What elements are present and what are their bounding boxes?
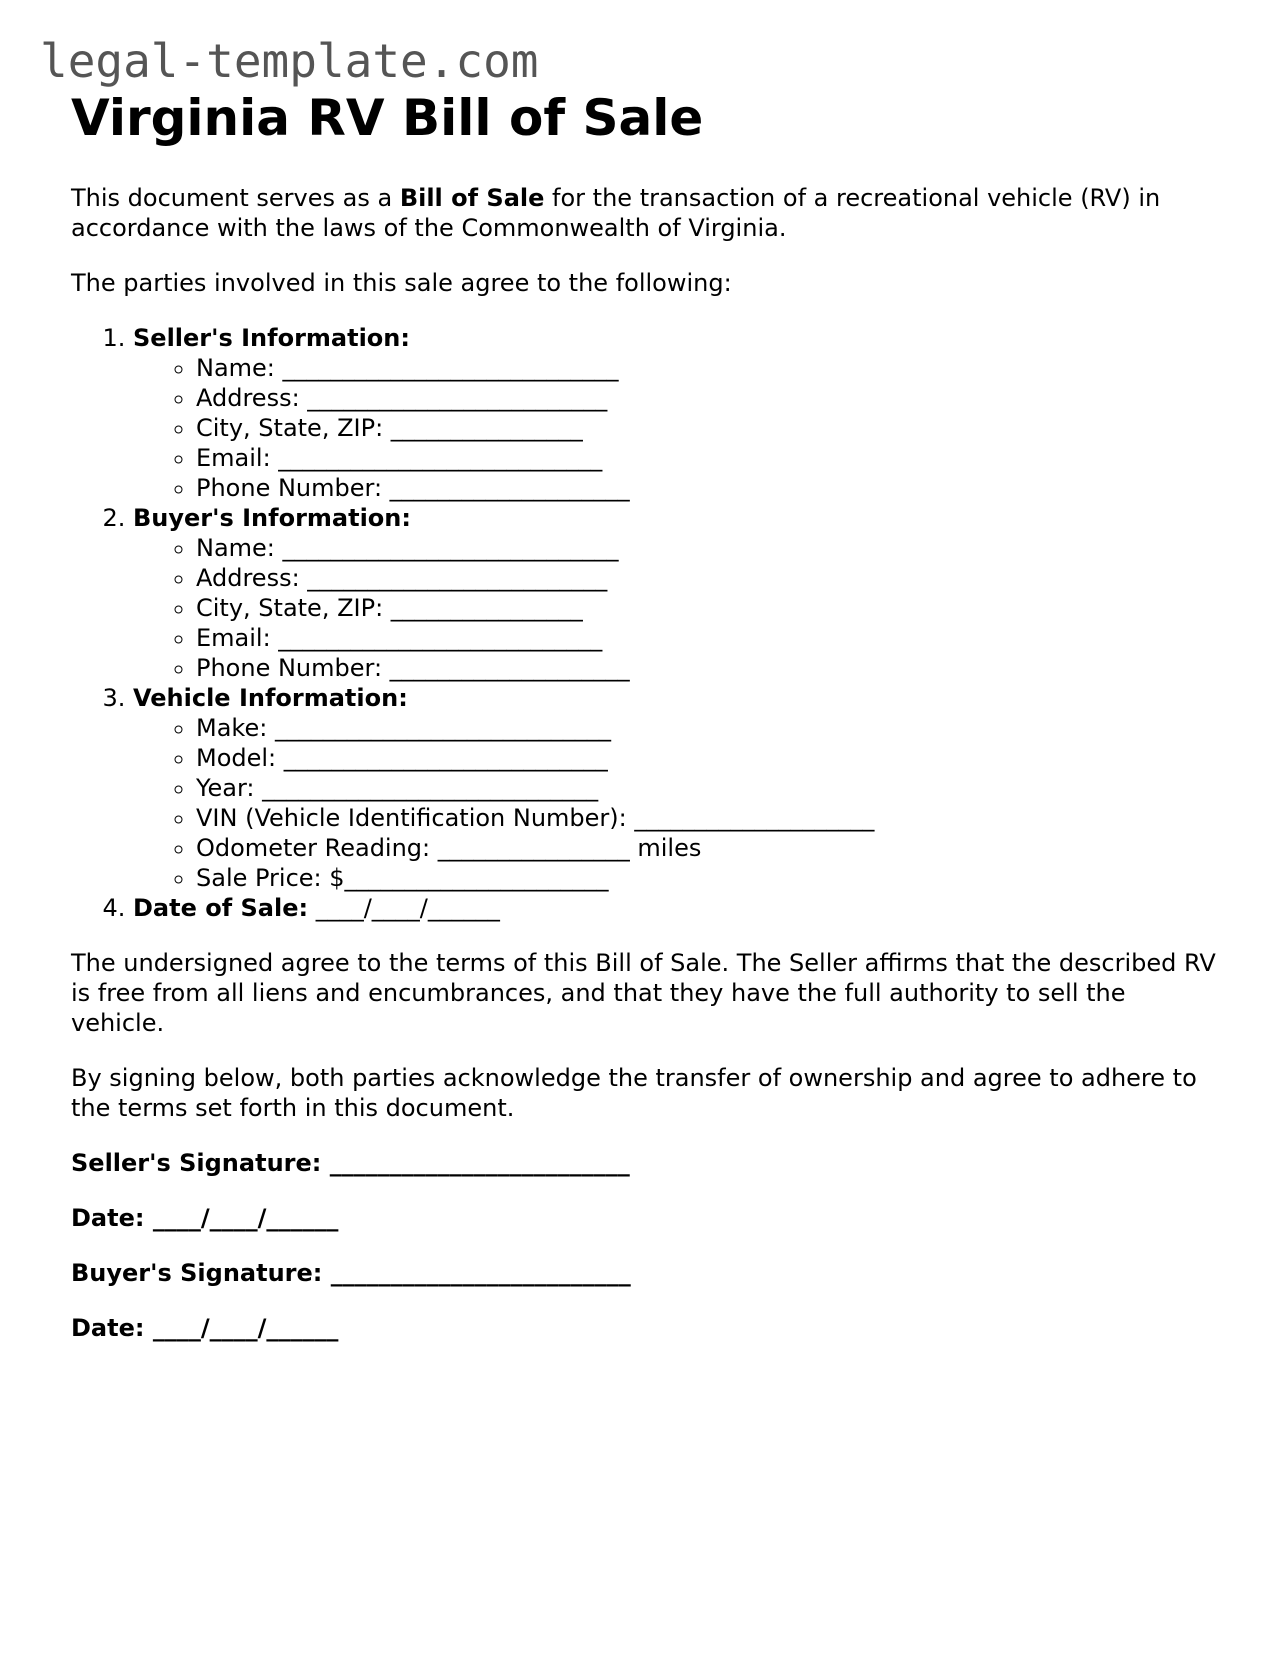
seller-phone-field: ◦ Phone Number: ____________________	[196, 473, 1221, 503]
buyer-email-field: ◦ Email: ___________________________	[196, 623, 1221, 653]
intro-text-before: This document serves as a	[71, 184, 400, 212]
document-page	[71, 88, 1221, 1343]
buyer-address-field: ◦ Address: _________________________	[196, 563, 1221, 593]
buyer-phone-field: ◦ Phone Number: ____________________	[196, 653, 1221, 683]
section-vehicle	[133, 683, 1221, 893]
intro-text-bold: Bill of Sale	[399, 184, 545, 212]
seller-signature-line: Seller's Signature: _________________________	[71, 1149, 630, 1177]
sections-list	[71, 323, 1221, 923]
buyer-name-field: ◦ Name: ____________________________	[196, 533, 1221, 563]
date-of-sale-field: ____/____/______	[308, 894, 500, 922]
vehicle-model-field: ◦ Model: ___________________________	[196, 743, 1221, 773]
vehicle-fields	[133, 713, 1221, 893]
section-date-of-sale	[133, 893, 1221, 923]
section-vehicle-title: Vehicle Information:	[133, 684, 408, 712]
seller-name-field: ◦ Name: ____________________________	[196, 353, 1221, 383]
intro-text-after: for the transaction of a recreational vehicle (RV) in accordance with the laws of the Commonwealth of Virginia.	[71, 184, 1161, 242]
section-buyer-title: Buyer's Information:	[133, 504, 411, 532]
seller-email-field: ◦ Email: ___________________________	[196, 443, 1221, 473]
seller-address-field: ◦ Address: _________________________	[196, 383, 1221, 413]
vehicle-odometer-field: ◦ Odometer Reading: ________________ miles	[196, 833, 1221, 863]
buyer-signature-line: Buyer's Signature: _________________________	[71, 1259, 631, 1287]
buyer-city-state-zip-field: ◦ City, State, ZIP: ________________	[196, 593, 1221, 623]
section-date-title: Date of Sale:	[133, 894, 309, 922]
buyer-fields	[133, 533, 1221, 683]
vehicle-sale-price-field: ◦ Sale Price: $______________________	[196, 863, 1221, 893]
buyer-date-line: Date: ____/____/______	[71, 1314, 339, 1342]
vehicle-vin-field: ◦ VIN (Vehicle Identification Number): ____________________	[196, 803, 1221, 833]
vehicle-make-field: ◦ Make: ____________________________	[196, 713, 1221, 743]
parties-paragraph: The parties involved in this sale agree to the following:	[71, 269, 732, 297]
acknowledgement-paragraph: By signing below, both parties acknowledge the transfer of ownership and agree to adhere to the terms set forth in this document.	[71, 1064, 1197, 1122]
section-buyer	[133, 503, 1221, 683]
watermark: legal-template.com	[40, 34, 539, 88]
intro-paragraph	[71, 183, 1221, 243]
page-title: Virginia RV Bill of Sale	[71, 89, 704, 147]
section-seller-title: Seller's Information:	[133, 324, 410, 352]
seller-city-state-zip-field: ◦ City, State, ZIP: ________________	[196, 413, 1221, 443]
section-seller	[133, 323, 1221, 503]
seller-date-line: Date: ____/____/______	[71, 1204, 339, 1232]
vehicle-year-field: ◦ Year: ____________________________	[196, 773, 1221, 803]
terms-paragraph: The undersigned agree to the terms of this Bill of Sale. The Seller affirms that the described RV is free from all liens and encumbrances, and that they have the full authority to sell the vehicle.	[71, 949, 1216, 1037]
seller-fields	[133, 353, 1221, 503]
